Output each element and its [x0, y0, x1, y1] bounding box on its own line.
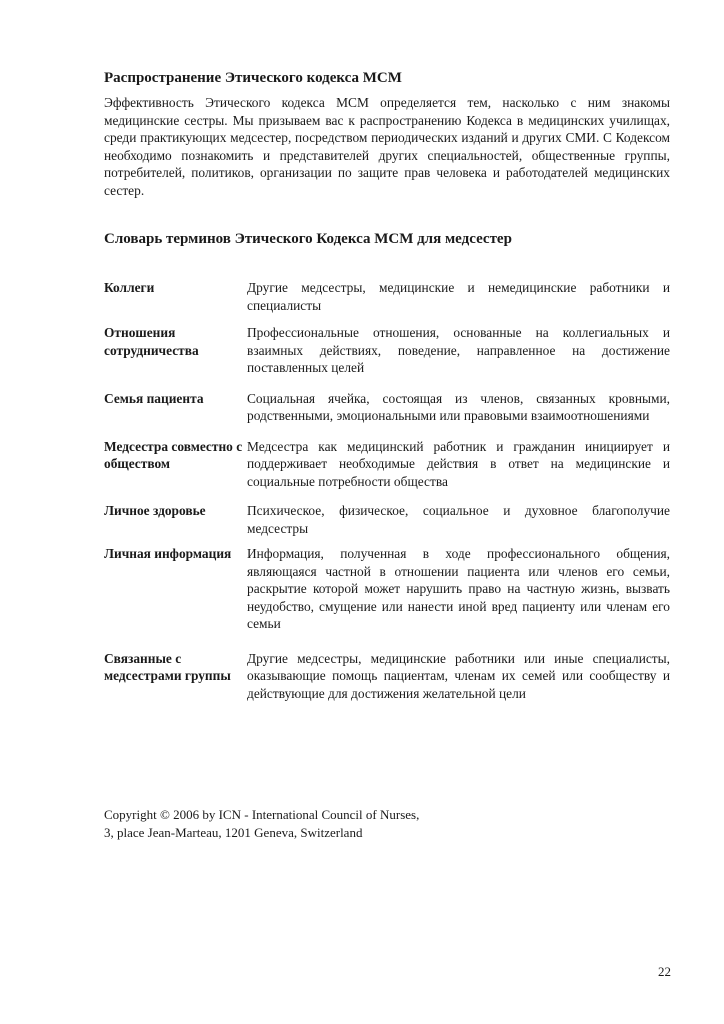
- glossary-definition: Профессиональные отношения, основанные на коллегиальных и взаимных действиях, поведение, направленное на достижение поставленных целей: [247, 325, 670, 375]
- distribution-paragraph: Эффективность Этического кодекса МСМ определяется тем, насколько с ним знакомы медицинские сестры. Мы призываем вас к распространению Кодекса в медицинских училищах, среди практикующих медсестер, посредством периодических изданий и других СМИ. С Кодексом необходимо познакомить и представителей других специальностей, общественные группы, потребителей, политиков, организации по защите прав человека и работодателей медицинских сестер.: [104, 95, 670, 198]
- glossary-term: Медсестра совместно с обществом: [104, 438, 243, 471]
- copyright-line-1: Copyright © 2006 by ICN - International Council of Nurses,: [104, 807, 420, 822]
- document-page: [104, 68, 670, 702]
- section-heading-distribution: Распространение Этического кодекса МСМ: [104, 70, 402, 86]
- glossary-definition: Психическое, физическое, социальное и духовное благополучие медсестры: [247, 503, 670, 536]
- glossary-term: Связанные с медсестрами группы: [104, 650, 231, 683]
- glossary-term: Коллеги: [104, 280, 155, 295]
- glossary-row: [104, 279, 670, 314]
- glossary-definition: Медсестра как медицинский работник и гражданин инициирует и поддерживает необходимые действия в ответ на медицинские и социальные потребности общества: [247, 438, 670, 489]
- glossary-definition: Другие медсестры, медицинские работники или иные специалисты, оказывающие помощь пациентам, членам их семей или сообществу и действующие для достижения желательной цели: [247, 650, 670, 701]
- glossary-row: [104, 324, 670, 377]
- copyright-notice: [104, 806, 419, 842]
- glossary-row: [104, 650, 670, 703]
- glossary-term: Отношения сотрудничества: [104, 325, 199, 358]
- glossary-term: Семья пациента: [104, 390, 204, 406]
- glossary-row: [104, 390, 670, 425]
- glossary-row: [104, 545, 670, 633]
- page-number: 22: [658, 964, 671, 979]
- glossary-term: Личная информация: [104, 546, 232, 561]
- glossary-row: [104, 502, 670, 537]
- glossary-definition: Другие медсестры, медицинские и немедицинские работники и специалисты: [247, 280, 670, 313]
- glossary-row: [104, 438, 670, 491]
- glossary-definition: Социальная ячейка, состоящая из членов, связанных кровными, родственными, эмоциональными или правовыми взаимоотношениями: [247, 390, 670, 423]
- glossary-definition: Информация, полученная в ходе профессионального общения, являющаяся частной в отношении пациента или членов его семьи, раскрытие которой может нарушить право на частную жизнь, вызвать неудобство, смущение или нанести иной вред пациенту или членам его семьи: [247, 546, 670, 631]
- glossary-term: Личное здоровье: [104, 503, 206, 518]
- copyright-line-2: 3, place Jean-Marteau, 1201 Geneva, Switzerland: [104, 825, 363, 840]
- glossary-table: [104, 279, 670, 702]
- section-heading-glossary: Словарь терминов Этического Кодекса МСМ для медсестер: [104, 231, 512, 247]
